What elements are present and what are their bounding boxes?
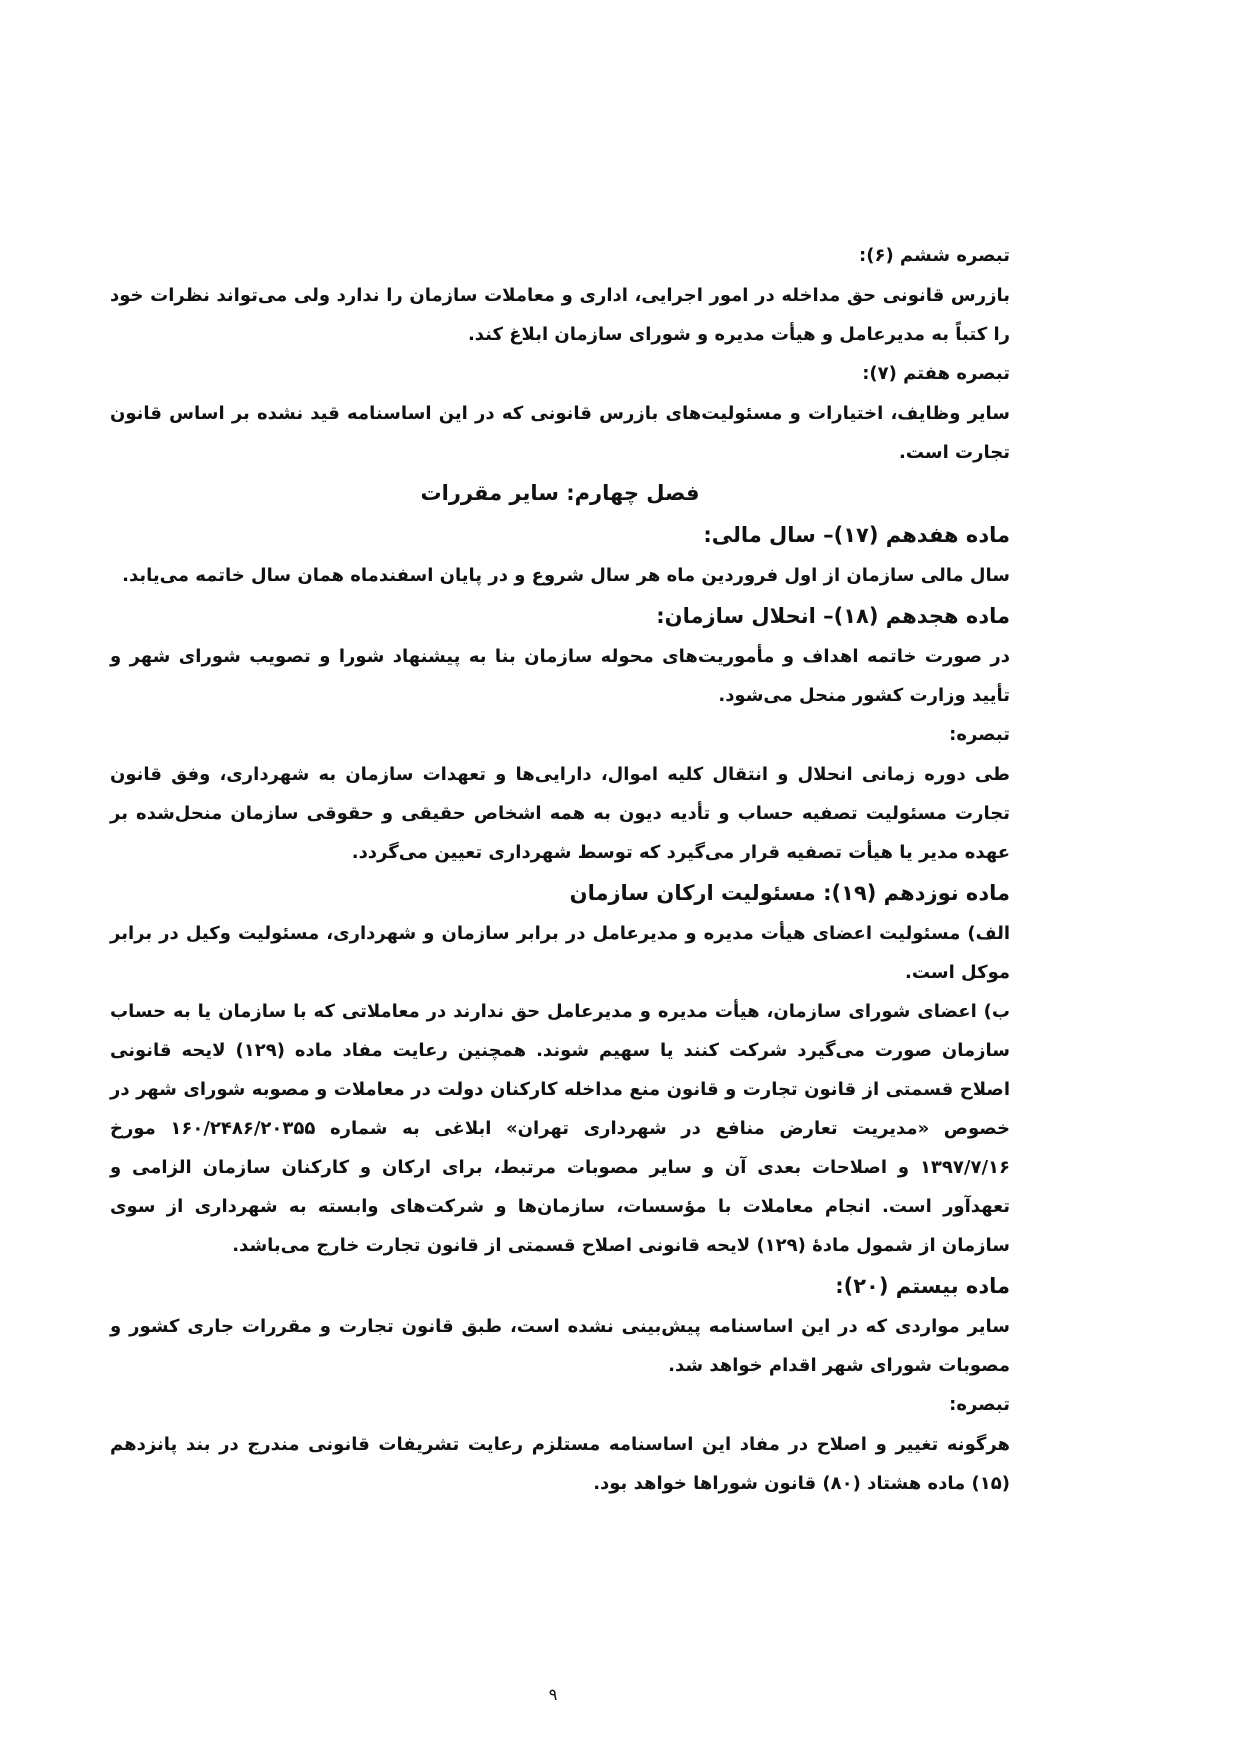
note-7-body: سایر وظایف، اختیارات و مسئولیت‌های بازرس قانونی که در این اساسنامه قید نشده بر اساس قانون تجارت است. <box>110 403 1010 463</box>
article-18-body: در صورت خاتمه اهداف و مأموریت‌های محوله سازمان بنا به پیشنهاد شورا و تصویب شورای شهر و تأیید وزارت کشور منحل می‌شود. <box>110 646 1010 706</box>
article-18-title: ماده هجدهم (۱۸)– انحلال سازمان: <box>656 604 1010 628</box>
article-17-title: ماده هفدهم (۱۷)– سال مالی: <box>703 523 1010 547</box>
article-17-body: سال مالی سازمان از اول فروردین ماه هر سال شروع و در پایان اسفندماه همان سال خاتمه می‌یابد. <box>122 565 1010 586</box>
article-18-note-title: تبصره: <box>949 724 1010 745</box>
article-19-title: ماده نوزدهم (۱۹): مسئولیت ارکان سازمان <box>569 881 1010 905</box>
article-20-note-title: تبصره: <box>949 1394 1010 1415</box>
article-19-clause-b: ب) اعضای شورای سازمان، هیأت مدیره و مدیرعامل حق ندارند در معاملاتی که با سازمان یا به حساب سازمان صورت می‌گیرد شرکت کنند یا سهیم شوند. همچنین رعایت مفاد ماده (۱۲۹) لایحه قانونی اصلاح قسمتی از قانون تجارت و قانون منع مداخله کارکنان دولت در معاملات و مصوبه شورای شهر در خصوص «مدیریت تعارض منافع در شهرداری تهران» ابلاغی به شماره ۱۶۰/۲۴۸۶/۲۰۳۵۵ مورخ ۱۳۹۷/۷/۱۶ و اصلاحات بعدی آن و سایر مصوبات مرتبط، برای ارکان و کارکنان سازمان الزامی و تعهدآور است. انجام معاملات با مؤسسات، سازمان‌ها و شرکت‌های وابسته به شهرداری از سوی سازمان از شمول مادهٔ (۱۲۹) لایحه قانونی اصلاح قسمتی از قانون تجارت خارج می‌باشد. <box>110 1001 1011 1256</box>
article-20-note-body: هرگونه تغییر و اصلاح در مفاد این اساسنامه مستلزم رعایت تشریفات قانونی مندرج در بند پانزدهم (۱۵) ماده هشتاد (۸۰) قانون شوراها خواهد بود. <box>110 1434 1010 1494</box>
document-body <box>110 236 1010 1503</box>
note-6-body: بازرس قانونی حق مداخله در امور اجرایی، اداری و معاملات سازمان را ندارد ولی می‌تواند نظرات خود را کتباً به مدیرعامل و هیأت مدیره و شورای سازمان ابلاغ کند. <box>110 285 1010 345</box>
article-20-body: سایر مواردی که در این اساسنامه پیش‌بینی نشده است، طبق قانون تجارت و مقررات جاری کشور و مصوبات شورای شهر اقدام خواهد شد. <box>110 1316 1010 1376</box>
note-6-title: تبصره ششم (۶): <box>859 245 1010 266</box>
note-7-title: تبصره هفتم (۷): <box>862 363 1010 384</box>
article-20-title: ماده بیستم (۲۰): <box>835 1274 1010 1298</box>
chapter-4-title: فصل چهارم: سایر مقررات <box>420 481 700 505</box>
article-18-note-body: طی دوره زمانی انحلال و انتقال کلیه اموال، دارایی‌ها و تعهدات سازمان به شهرداری، وفق قانون تجارت مسئولیت تصفیه حساب و تأدیه دیون به همه اشخاص حقیقی و حقوقی سازمان منحل‌شده بر عهده مدیر یا هیأت تصفیه قرار می‌گیرد که توسط شهرداری تعیین می‌گردد. <box>110 764 1010 863</box>
page-number: ۹ <box>548 1685 558 1704</box>
article-19-clause-a: الف) مسئولیت اعضای هیأت مدیره و مدیرعامل در برابر سازمان و شهرداری، مسئولیت وکیل در برابر موکل است. <box>110 923 1010 983</box>
